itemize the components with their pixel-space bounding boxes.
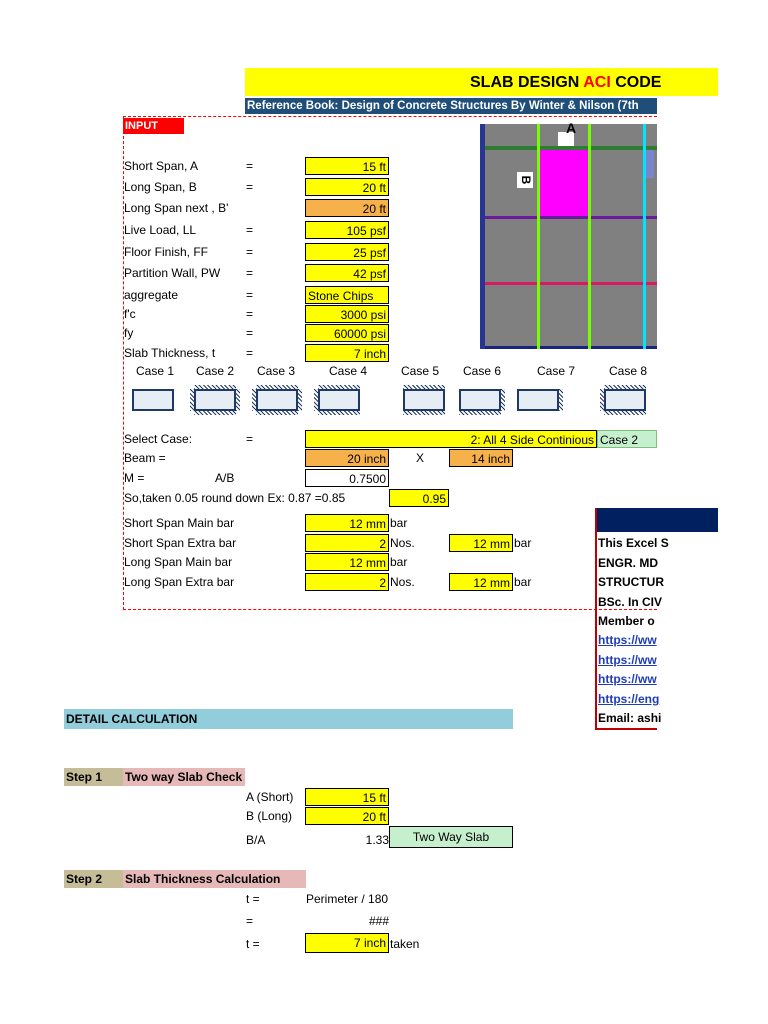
case-label-4: Case 4: [329, 364, 368, 378]
input-label-7: f'c: [124, 307, 136, 321]
step2-label: Step 2: [64, 870, 123, 888]
hatch-icon: [256, 411, 298, 415]
step2-formula: Perimeter / 180: [306, 892, 389, 906]
case-label-7: Case 7: [537, 364, 576, 378]
bar-extra-field-3[interactable]: 12 mm: [449, 573, 513, 591]
bar-label-3: Long Span Extra bar: [124, 575, 235, 589]
author-line-4: Member o: [598, 614, 655, 628]
hatch-icon: [403, 385, 445, 389]
input-label-6: aggregate: [124, 288, 179, 302]
bar-extra-unit-3: bar: [514, 575, 532, 589]
input-field-6[interactable]: Stone Chips: [305, 286, 389, 304]
input-field-7[interactable]: 3000 psi: [305, 305, 389, 323]
hatch-icon: [318, 411, 360, 415]
author-email: Email: ashi: [598, 711, 662, 725]
input-field-9[interactable]: 7 inch: [305, 344, 389, 362]
input-eq-1: =: [246, 180, 254, 194]
case-2-icon[interactable]: [194, 389, 236, 411]
slab-diagram: [480, 120, 657, 349]
hatch-icon: [501, 389, 505, 411]
step2-title: Slab Thickness Calculation: [123, 870, 306, 888]
m-value: 0.7500: [305, 469, 389, 487]
reference-bar: [245, 98, 657, 114]
step2-eq-value: ###: [368, 914, 389, 928]
input-eq-4: =: [246, 245, 254, 259]
title-aci: ACI: [583, 74, 611, 91]
step1-title: Two way Slab Check: [123, 768, 245, 786]
label-a: A: [566, 120, 577, 136]
input-eq-3: =: [246, 223, 254, 237]
hatch-icon: [459, 411, 501, 415]
title-part3: CODE: [610, 74, 662, 91]
case-6-icon[interactable]: [459, 389, 501, 411]
input-field-3[interactable]: 105 psf: [305, 221, 389, 239]
input-label-0: Short Span, A: [124, 159, 199, 173]
author-line-1: ENGR. MD: [598, 556, 658, 570]
input-eq-7: =: [246, 307, 254, 321]
hatch-icon: [318, 385, 360, 389]
hatch-icon: [314, 389, 318, 411]
hatch-icon: [194, 385, 236, 389]
selected-panel: [540, 150, 588, 216]
hatch-icon: [252, 389, 256, 411]
select-case-dropdown[interactable]: 2: All 4 Side Continious: [305, 430, 597, 448]
case-label-5: Case 5: [401, 364, 440, 378]
input-label-9: Slab Thickness, t: [124, 346, 216, 360]
beam-line: [480, 282, 657, 285]
input-label-3: Live Load, LL: [124, 223, 197, 237]
bar-extra-unit-1: bar: [514, 536, 532, 550]
input-field-0[interactable]: 15 ft: [305, 157, 389, 175]
input-label-8: fy: [124, 326, 134, 340]
case-label-8: Case 8: [609, 364, 648, 378]
step1-b-label: B (Long): [246, 809, 293, 823]
hatch-icon: [190, 389, 194, 411]
page-title: [470, 74, 661, 92]
author-link-1[interactable]: https://ww: [598, 653, 657, 667]
input-field-4[interactable]: 25 psf: [305, 243, 389, 261]
beam-line: [588, 124, 591, 349]
m-expr: A/B: [215, 471, 235, 485]
case-label-3: Case 3: [257, 364, 296, 378]
input-eq-9: =: [246, 346, 254, 360]
input-field-8[interactable]: 60000 psi: [305, 324, 389, 342]
input-eq-5: =: [246, 266, 254, 280]
hatch-icon: [559, 389, 563, 411]
bar-label-0: Short Span Main bar: [124, 516, 235, 530]
case-5-icon[interactable]: [403, 389, 445, 411]
author-line-2: STRUCTUR: [598, 575, 664, 589]
beam-width-field[interactable]: 20 inch: [305, 449, 389, 467]
input-field-5[interactable]: 42 psf: [305, 264, 389, 282]
input-eq-0: =: [246, 159, 254, 173]
m-label: M =: [124, 471, 145, 485]
step1-b-value: 20 ft: [305, 807, 389, 825]
detail-header: DETAIL CALCULATION: [64, 709, 513, 729]
case-1-icon[interactable]: [132, 389, 174, 411]
input-label: INPUT: [123, 118, 184, 134]
bar-label-1: Short Span Extra bar: [124, 536, 237, 550]
bar-extra-field-1[interactable]: 12 mm: [449, 534, 513, 552]
author-link-3[interactable]: https://eng: [598, 692, 660, 706]
step1-a-value: 15 ft: [305, 788, 389, 806]
input-field-2[interactable]: 20 ft: [305, 199, 389, 217]
hatch-icon: [236, 389, 240, 411]
step1-a-label: A (Short): [246, 790, 294, 804]
hatch-icon: [604, 411, 646, 415]
input-eq-8: =: [246, 326, 254, 340]
so-taken-label: So,taken 0.05 round down Ex: 0.87 =0.85: [124, 491, 346, 505]
case-7-icon[interactable]: [517, 389, 559, 411]
beam-label: Beam =: [124, 451, 166, 465]
case-label-6: Case 6: [463, 364, 502, 378]
two-way-slab-result: Two Way Slab: [389, 826, 513, 848]
beam-line: [480, 216, 657, 219]
hatch-icon: [600, 389, 604, 411]
input-eq-6: =: [246, 288, 254, 302]
title-part1: SLAB DESIGN: [470, 74, 584, 91]
hatch-icon: [604, 385, 646, 389]
beam-depth-field[interactable]: 14 inch: [449, 449, 513, 467]
step1-label: Step 1: [64, 768, 123, 786]
label-b: B: [519, 175, 533, 185]
input-field-1[interactable]: 20 ft: [305, 178, 389, 196]
bar-label-2: Long Span Main bar: [124, 555, 233, 569]
bar-field-0[interactable]: 12 mm: [305, 514, 389, 532]
step2-t2-label: t =: [246, 937, 260, 951]
case-result: Case 2: [597, 430, 657, 448]
author-box-header: [597, 508, 718, 532]
so-taken-value: 0.95: [389, 489, 449, 507]
author-link-0[interactable]: https://ww: [598, 633, 657, 647]
beam-line: [480, 124, 485, 349]
step1-ratio-label: B/A: [246, 833, 266, 847]
beam-line: [480, 346, 657, 349]
bar-unit-0: bar: [390, 516, 408, 530]
select-case-eq: =: [246, 432, 254, 446]
author-line-3: BSc. In CIV: [598, 595, 663, 609]
hatch-icon: [403, 411, 445, 415]
input-label-5: Partition Wall, PW: [124, 266, 221, 280]
step2-eq-label: =: [246, 914, 254, 928]
case-4-icon[interactable]: [318, 389, 360, 411]
case-label-2: Case 2: [196, 364, 235, 378]
input-label-1: Long Span, B: [124, 180, 197, 194]
input-label-2: Long Span next , B': [124, 201, 229, 215]
step2-taken: taken: [390, 937, 420, 951]
hatch-icon: [256, 385, 298, 389]
bar-field-3[interactable]: 2: [305, 573, 389, 591]
hatch-icon: [298, 389, 302, 411]
case-label-1: Case 1: [136, 364, 175, 378]
bar-field-1[interactable]: 2: [305, 534, 389, 552]
case-3-icon[interactable]: [256, 389, 298, 411]
select-case-label: Select Case:: [124, 432, 193, 446]
author-link-2[interactable]: https://ww: [598, 672, 657, 686]
hatch-icon: [194, 411, 236, 415]
step1-ratio-value: 1.33: [365, 833, 389, 847]
side-marker: [646, 150, 654, 178]
step2-t-value: 7 inch: [305, 933, 389, 953]
beam-x: X: [416, 451, 425, 465]
reference-text: Reference Book: Design of Concrete Structures By Winter & Nilson (7th: [247, 100, 639, 112]
author-line-0: This Excel S: [598, 536, 669, 550]
bar-unit-3: Nos.: [390, 575, 415, 589]
case-8-icon[interactable]: [604, 389, 646, 411]
bar-unit-1: Nos.: [390, 536, 415, 550]
input-label-4: Floor Finish, FF: [124, 245, 209, 259]
step2-t-label: t =: [246, 892, 260, 906]
bar-field-2[interactable]: 12 mm: [305, 553, 389, 571]
bar-unit-2: bar: [390, 555, 408, 569]
